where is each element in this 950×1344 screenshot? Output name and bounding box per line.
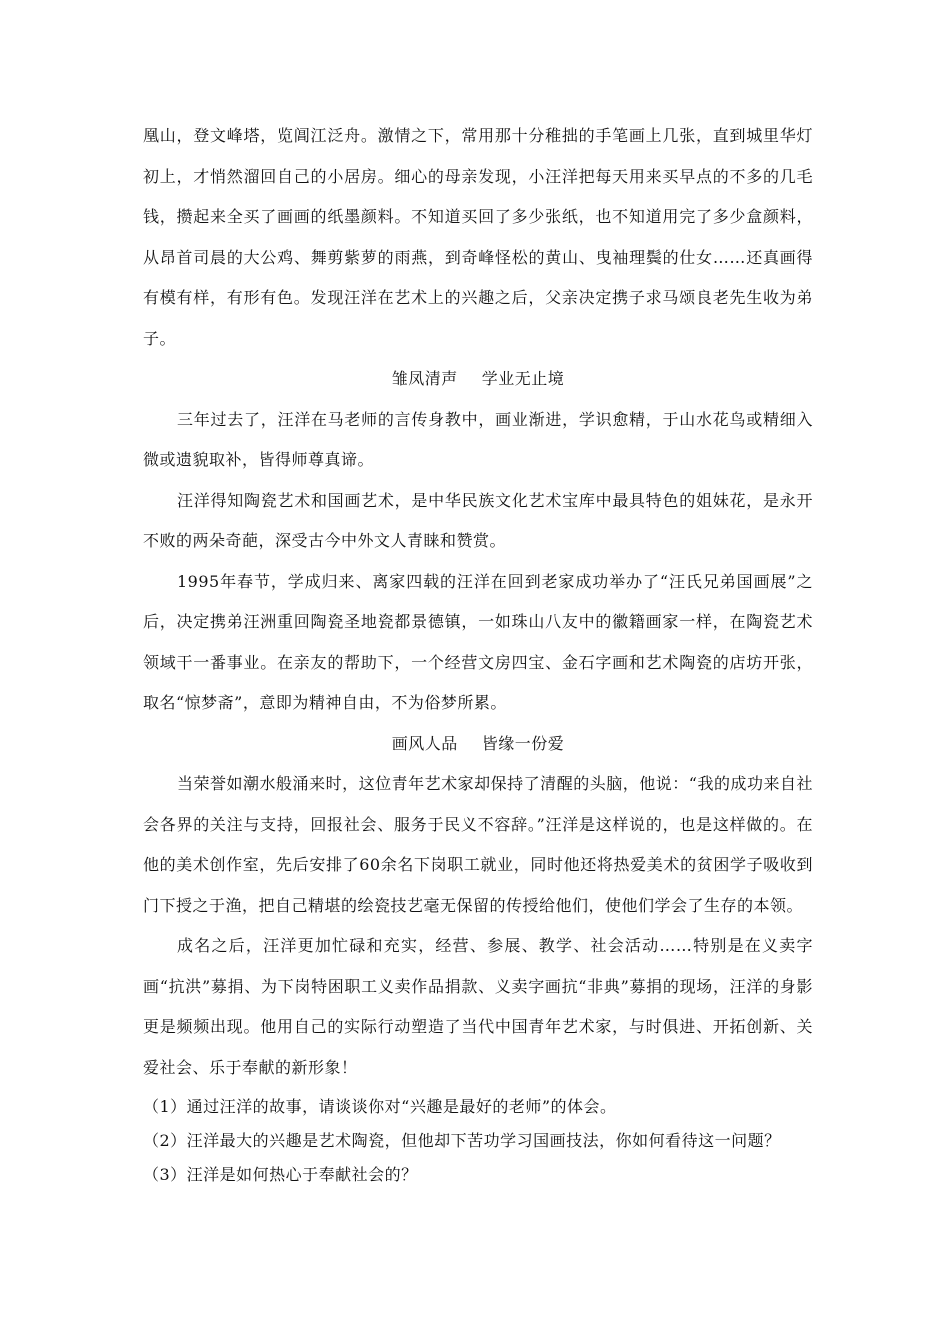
section-heading-1-left: 雏凤清声 [391,369,458,388]
paragraph: 1995年春节，学成归来、离家四载的汪洋在回到老家成功举办了“汪氏兄弟国画展”之后，决定携弟汪洲重回陶瓷圣地瓷都景德镇，一如珠山八友中的徽籍画家一样，在陶瓷艺术领域干一番事业。在亲友的帮助下，一个经营文房四宝、金石字画和艺术陶瓷的店坊开张，取名“惊梦斋”，意即为精神自由，不为俗梦所累。 [143,571,813,712]
paragraph-continued: 凰山，登文峰塔，览阊江泛舟。激情之下，常用那十分稚拙的手笔画上几张，直到城里华灯初上，才悄然溜回自己的小居房。细心的母亲发现，小汪洋把每天用来买早点的不多的几毛钱，攒起来全买了画画的纸墨颜料。不知道买回了多少张纸，也不知道用完了多少盒颜料，从昂首司晨的大公鸡、舞剪紫萝的雨燕，到奇峰怪松的黄山、曳袖理鬓的仕女……还真画得有模有样，有形有色。发现汪洋在艺术上的兴趣之后，父亲决定携子求马颂良老先生收为弟子。 [143,126,813,348]
paragraph: 汪洋得知陶瓷艺术和国画艺术，是中华民族文化艺术宝库中最具特色的姐妹花，是永开不败的两朵奇葩，深受古今中外文人青睐和赞赏。 [143,490,813,550]
section-heading-2-right: 皆缘一份爱 [481,733,565,753]
question-item: （2）汪洋最大的兴趣是艺术陶瓷，但他却下苦功学习国画技法，你如何看待这一问题？ [143,1131,781,1150]
section-heading-2-left: 画风人品 [391,733,458,753]
section-heading-1-right: 学业无止境 [481,369,565,388]
question-list [143,1090,813,1192]
section-heading-2 [143,724,813,765]
paragraph: 成名之后，汪洋更加忙碌和充实，经营、参展、教学、社会活动……特别是在义卖字画“抗洪”募捐、为下岗特困职工义卖作品捐款、义卖字画抗“非典”募捐的现场，汪洋的身影更是频频出现。他用自己的实际行动塑造了当代中国青年艺术家，与时俱进、开拓创新、关爱社会、乐于奉献的新形象！ [143,936,813,1077]
paragraph: 三年过去了，汪洋在马老师的言传身教中，画业渐进，学识愈精，于山水花鸟或精细入微或遗貌取补，皆得师尊真谛。 [143,409,813,469]
section-heading-1 [143,359,813,400]
question-item: （1）通过汪洋的故事，请谈谈你对“兴趣是最好的老师”的体会。 [143,1097,617,1116]
question-item: （3）汪洋是如何热心于奉献社会的？ [143,1165,418,1184]
paragraph: 当荣誉如潮水般涌来时，这位青年艺术家却保持了清醒的头脑，他说：“我的成功来自社会各界的关注与支持，回报社会、服务于民义不容辞。”汪洋是这样说的，也是这样做的。在他的美术创作室，先后安排了60余名下岗职工就业，同时他还将热爱美术的贫困学子吸收到门下授之于渔，把自己精堪的绘瓷技艺毫无保留的传授给他们，使他们学会了生存的本领。 [143,774,813,915]
document-page [143,116,813,1192]
